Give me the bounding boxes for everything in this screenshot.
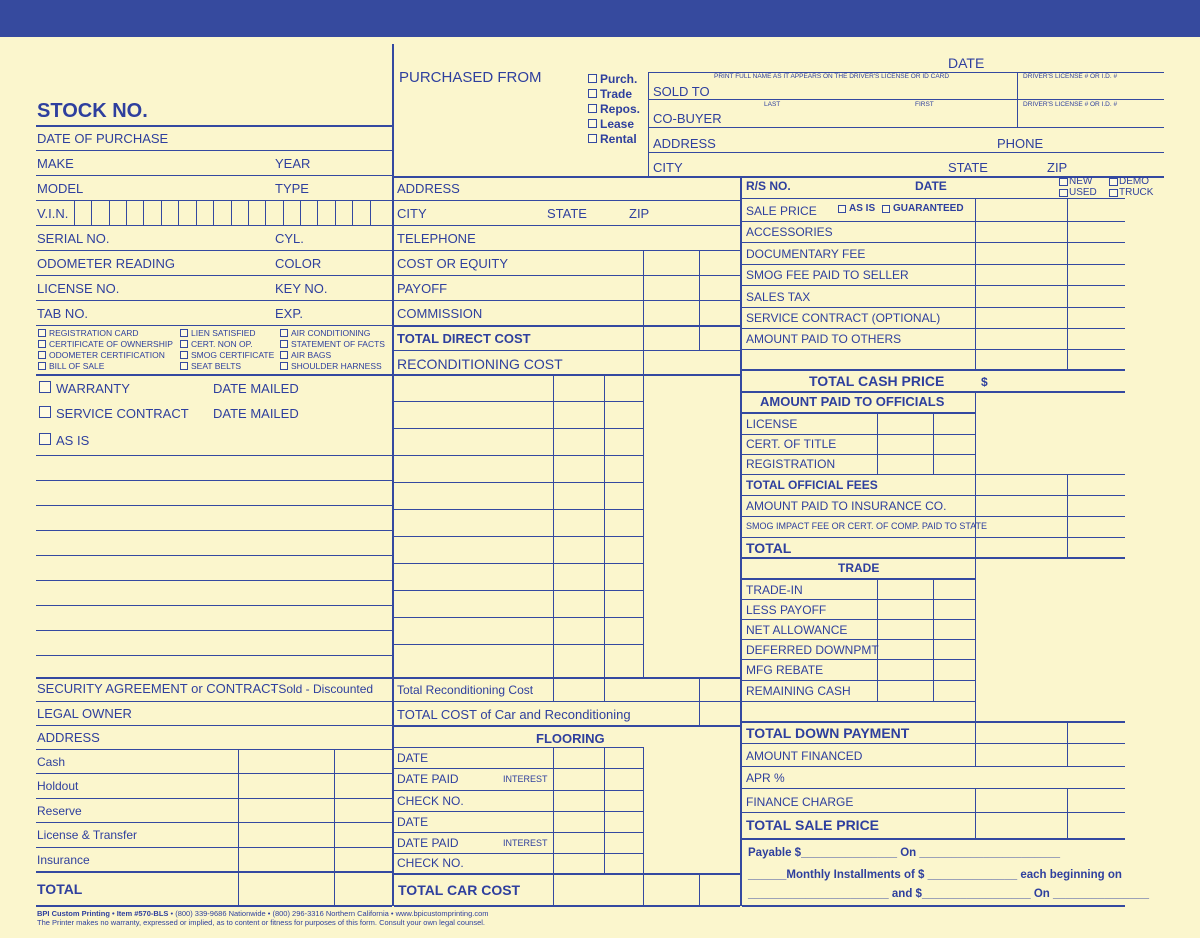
bill-of-sale-label: BILL OF SALE xyxy=(49,361,105,371)
cert-non-op-label: CERT. NON OP. xyxy=(191,339,253,349)
sale-as-is-label: AS IS xyxy=(849,203,876,214)
horizontal-rule xyxy=(36,505,392,506)
total-cash-price-label: TOTAL CASH PRICE xyxy=(809,373,945,389)
horizontal-rule xyxy=(36,725,392,726)
deferred-downpmt-label: DEFERRED DOWNPMT xyxy=(746,643,879,657)
amount-financed-label: AMOUNT FINANCED xyxy=(746,749,863,763)
key-no-label: KEY NO. xyxy=(275,281,328,296)
horizontal-rule xyxy=(36,175,392,176)
telephone-label: TELEPHONE xyxy=(397,231,476,246)
vertical-rule xyxy=(975,198,976,369)
make-label: MAKE xyxy=(37,156,74,171)
total-down-payment-label: TOTAL DOWN PAYMENT xyxy=(746,725,910,741)
guaranteed-checkbox[interactable] xyxy=(882,205,890,213)
cert-title-label: CERT. OF TITLE xyxy=(746,437,837,451)
vertical-rule xyxy=(604,374,605,677)
horizontal-rule xyxy=(394,250,740,251)
vertical-rule xyxy=(648,72,649,176)
vertical-rule xyxy=(126,200,127,225)
horizontal-rule xyxy=(394,725,740,727)
rs-no-label: R/S NO. xyxy=(746,179,791,193)
air-conditioning-label: AIR CONDITIONING xyxy=(291,328,371,338)
vertical-rule xyxy=(604,747,605,873)
left-total-label: TOTAL xyxy=(37,881,83,897)
horizontal-rule xyxy=(36,455,392,456)
color-label: COLOR xyxy=(275,256,322,271)
horizontal-rule xyxy=(742,619,975,620)
horizontal-rule xyxy=(36,822,392,823)
stock-no-label: STOCK NO. xyxy=(37,100,148,122)
vertical-rule xyxy=(553,677,554,701)
statement-facts-label: STATEMENT OF FACTS xyxy=(291,339,385,349)
horizontal-rule xyxy=(36,630,392,631)
horizontal-rule xyxy=(394,644,644,645)
horizontal-rule xyxy=(394,200,740,201)
last-name-note: LAST xyxy=(764,101,781,108)
seller-city-label: CITY xyxy=(397,206,427,221)
vertical-rule xyxy=(975,788,976,838)
less-payoff-label: LESS PAYOFF xyxy=(746,603,827,617)
date-of-purchase-label: DATE OF PURCHASE xyxy=(37,131,169,146)
flooring-date-paid-label-1: DATE PAID xyxy=(397,772,459,786)
repos-label: Repos. xyxy=(600,102,641,116)
sales-tax-label: SALES TAX xyxy=(746,290,811,304)
vertical-rule xyxy=(1067,198,1068,369)
vertical-rule xyxy=(699,677,700,725)
vertical-rule xyxy=(975,391,976,474)
truck-label: TRUCK xyxy=(1119,187,1154,198)
documentary-fee-label: DOCUMENTARY FEE xyxy=(746,247,866,261)
vertical-rule xyxy=(143,200,144,225)
smog-impact-fee-label: SMOG IMPACT FEE OR CERT. OF COMP. PAID TO STATE xyxy=(746,521,988,531)
buyer-date-label: DATE xyxy=(948,55,985,71)
horizontal-rule xyxy=(394,617,644,618)
license-transfer-label: License & Transfer xyxy=(37,828,138,842)
horizontal-rule xyxy=(36,580,392,581)
horizontal-rule xyxy=(36,773,392,774)
horizontal-rule xyxy=(394,811,644,812)
purch-label: Purch. xyxy=(600,72,638,86)
amount-paid-insurance-label: AMOUNT PAID TO INSURANCE CO. xyxy=(746,499,947,513)
model-label: MODEL xyxy=(37,181,84,196)
cert-non-op-checkbox[interactable] xyxy=(180,340,188,348)
registration-card-checkbox[interactable] xyxy=(38,329,46,337)
vertical-rule xyxy=(352,200,353,225)
horizontal-rule xyxy=(394,563,644,564)
smog-certificate-checkbox[interactable] xyxy=(180,351,188,359)
total-car-cost-label: TOTAL CAR COST xyxy=(398,882,521,898)
vertical-rule xyxy=(370,200,371,225)
rs-date-label: DATE xyxy=(915,179,947,193)
horizontal-rule xyxy=(742,454,975,455)
vertical-rule xyxy=(1067,474,1068,557)
flooring-check-no-label-2: CHECK NO. xyxy=(397,856,464,870)
horizontal-rule xyxy=(742,557,1125,559)
horizontal-rule xyxy=(36,701,392,702)
horizontal-rule xyxy=(36,480,392,481)
horizontal-rule xyxy=(648,152,1164,153)
remaining-cash-label: REMAINING CASH xyxy=(746,684,851,698)
horizontal-rule xyxy=(394,225,740,226)
horizontal-rule xyxy=(394,768,644,769)
vertical-rule xyxy=(975,721,976,766)
certificate-ownership-label: CERTIFICATE OF OWNERSHIP xyxy=(49,339,173,349)
date-mailed-label-2: DATE MAILED xyxy=(213,406,299,421)
registration-fee-label: REGISTRATION xyxy=(746,457,836,471)
vertical-rule xyxy=(213,200,214,225)
first-name-note: FIRST xyxy=(915,101,934,108)
total-direct-cost-label: TOTAL DIRECT COST xyxy=(397,331,531,346)
seller-state-label: STATE xyxy=(547,206,587,221)
vertical-rule xyxy=(335,200,336,225)
warranty-label: WARRANTY xyxy=(56,381,130,396)
demo-checkbox[interactable] xyxy=(1109,178,1118,186)
vertical-rule xyxy=(109,200,110,225)
air-conditioning-checkbox[interactable] xyxy=(280,329,288,337)
repos-checkbox[interactable] xyxy=(588,104,597,113)
net-allowance-label: NET ALLOWANCE xyxy=(746,623,848,637)
as-is-checkbox[interactable] xyxy=(39,433,51,445)
horizontal-rule xyxy=(36,555,392,556)
finance-charge-label: FINANCE CHARGE xyxy=(746,795,854,809)
footer-contact: • (800) 339-9686 Nationwide • (800) 296-3316 Northern California • www.bpicustomprinting.com xyxy=(168,909,489,918)
seat-belts-label: SEAT BELTS xyxy=(191,361,242,371)
horizontal-rule xyxy=(394,482,644,483)
statement-facts-checkbox[interactable] xyxy=(280,340,288,348)
trade-heading: TRADE xyxy=(838,561,880,575)
serial-no-label: SERIAL NO. xyxy=(37,231,110,246)
horizontal-rule xyxy=(36,325,392,326)
horizontal-rule xyxy=(36,275,392,276)
vin-label: V.I.N. xyxy=(37,206,69,221)
horizontal-rule xyxy=(742,701,975,702)
vertical-rule xyxy=(196,200,197,225)
co-buyer-label: CO-BUYER xyxy=(653,111,722,126)
vertical-rule xyxy=(231,200,232,225)
buyer-address-label: ADDRESS xyxy=(653,136,716,151)
sold-to-label: SOLD TO xyxy=(653,84,710,99)
odometer-certification-label: ODOMETER CERTIFICATION xyxy=(49,350,165,360)
horizontal-rule xyxy=(742,578,975,580)
buyer-zip-label: ZIP xyxy=(1047,160,1068,175)
horizontal-rule xyxy=(742,838,1125,840)
footer-line-1 xyxy=(37,910,489,918)
horizontal-rule xyxy=(394,790,644,791)
legal-owner-label: LEGAL OWNER xyxy=(37,706,132,721)
sale-price-label: SALE PRICE xyxy=(746,204,817,218)
lease-label: Lease xyxy=(600,117,635,131)
lease-checkbox[interactable] xyxy=(588,119,597,128)
horizontal-rule xyxy=(742,412,975,414)
vertical-rule xyxy=(248,200,249,225)
vertical-rule xyxy=(975,557,976,721)
horizontal-rule xyxy=(394,853,644,854)
amount-paid-others-label: AMOUNT PAID TO OTHERS xyxy=(746,332,902,346)
tab-no-label: TAB NO. xyxy=(37,306,89,321)
horizontal-rule xyxy=(36,847,392,848)
total-cash-price-dollar: $ xyxy=(981,375,988,389)
and-line: ______________________ and $_________________ On _______________ xyxy=(748,888,1149,900)
odometer-label: ODOMETER READING xyxy=(37,256,175,271)
date-mailed-label-1: DATE MAILED xyxy=(213,381,299,396)
horizontal-rule xyxy=(36,605,392,606)
horizontal-rule xyxy=(742,680,975,681)
horizontal-rule xyxy=(648,127,1164,128)
truck-checkbox[interactable] xyxy=(1109,189,1118,197)
horizontal-rule xyxy=(394,509,644,510)
horizontal-rule xyxy=(394,176,1164,178)
trade-in-label: TRADE-IN xyxy=(746,583,803,597)
vertical-rule xyxy=(699,250,700,350)
horizontal-rule xyxy=(394,428,644,429)
total-cost-car-label: TOTAL COST of Car and Reconditioning xyxy=(397,707,631,722)
accessories-label: ACCESSORIES xyxy=(746,225,833,239)
horizontal-rule xyxy=(36,677,392,679)
seat-belts-checkbox[interactable] xyxy=(180,362,188,370)
flooring-date-label-2: DATE xyxy=(397,815,429,829)
drivers-license-note-2: DRIVER'S LICENSE # OR I.D. # xyxy=(1023,101,1118,108)
exp-label: EXP. xyxy=(275,306,303,321)
footer-company: BPI Custom Printing • Item #570-BLS xyxy=(37,909,169,918)
registration-card-label: REGISTRATION CARD xyxy=(49,328,139,338)
right-total-label: TOTAL xyxy=(746,540,792,556)
reserve-label: Reserve xyxy=(37,804,82,818)
purch-checkbox[interactable] xyxy=(588,74,597,83)
vertical-rule xyxy=(300,200,301,225)
vertical-rule xyxy=(1067,788,1068,838)
horizontal-rule xyxy=(36,300,392,301)
holdout-label: Holdout xyxy=(37,779,79,793)
vertical-rule xyxy=(975,474,976,557)
flooring-interest-label-1: INTEREST xyxy=(503,774,548,784)
air-bags-checkbox[interactable] xyxy=(280,351,288,359)
drivers-license-note-1: DRIVER'S LICENSE # OR I.D. # xyxy=(1023,73,1118,80)
horizontal-rule xyxy=(394,832,644,833)
payoff-label: PAYOFF xyxy=(397,281,448,296)
vertical-rule xyxy=(877,578,878,701)
horizontal-rule xyxy=(742,639,975,640)
apr-label: APR % xyxy=(746,771,785,785)
vertical-rule xyxy=(643,747,644,905)
smog-certificate-label: SMOG CERTIFICATE xyxy=(191,350,275,360)
horizontal-rule xyxy=(394,275,740,276)
demo-label: DEMO xyxy=(1119,176,1149,187)
payable-line: Payable $_______________ On ______________________ xyxy=(748,847,1061,859)
horizontal-rule xyxy=(742,659,975,660)
vertical-rule xyxy=(283,200,284,225)
flooring-check-no-label-1: CHECK NO. xyxy=(397,794,464,808)
horizontal-rule xyxy=(36,200,392,201)
print-full-name-note: PRINT FULL NAME AS IT APPEARS ON THE DRIVER'S LICENSE OR ID CARD xyxy=(714,73,950,80)
seller-address-label: ADDRESS xyxy=(397,181,460,196)
warranty-checkbox[interactable] xyxy=(39,381,51,393)
horizontal-rule xyxy=(394,455,644,456)
vertical-rule xyxy=(699,873,700,905)
horizontal-rule xyxy=(394,374,740,376)
horizontal-rule xyxy=(36,125,392,127)
flooring-interest-label-2: INTEREST xyxy=(503,838,548,848)
license-fee-label: LICENSE xyxy=(746,417,798,431)
vertical-rule xyxy=(877,412,878,474)
horizontal-rule xyxy=(36,798,392,799)
shoulder-harness-checkbox[interactable] xyxy=(280,362,288,370)
horizontal-rule xyxy=(394,325,740,327)
service-contract-optional-label: SERVICE CONTRACT (OPTIONAL) xyxy=(746,311,941,325)
horizontal-rule xyxy=(36,871,392,873)
vertical-rule xyxy=(643,250,644,677)
horizontal-rule xyxy=(394,300,740,301)
monthly-installments-line: ______Monthly Installments of $ ______________ each beginning on xyxy=(748,869,1122,881)
horizontal-rule xyxy=(394,350,740,351)
used-label: USED xyxy=(1069,187,1097,198)
flooring-date-paid-label-2: DATE PAID xyxy=(397,836,459,850)
rental-label: Rental xyxy=(600,132,637,146)
license-no-label: LICENSE NO. xyxy=(37,281,120,296)
horizontal-rule xyxy=(394,747,644,748)
year-label: YEAR xyxy=(275,156,311,171)
horizontal-rule xyxy=(394,701,740,702)
commission-label: COMMISSION xyxy=(397,306,483,321)
vertical-rule xyxy=(317,200,318,225)
footer-disclaimer: The Printer makes no warranty, expressed or implied, as to content or fitness for purposes of this form. Consult your own legal counsel. xyxy=(37,918,485,927)
used-checkbox[interactable] xyxy=(1059,189,1068,197)
total-official-fees-label: TOTAL OFFICIAL FEES xyxy=(746,478,878,492)
shoulder-harness-label: SHOULDER HARNESS xyxy=(291,361,382,371)
horizontal-rule xyxy=(36,749,392,750)
horizontal-rule xyxy=(394,590,644,591)
trade-label: Trade xyxy=(600,87,633,101)
purchased-from-label: PURCHASED FROM xyxy=(399,69,542,86)
cost-or-equity-label: COST OR EQUITY xyxy=(397,256,508,271)
horizontal-rule xyxy=(394,905,740,907)
reconditioning-cost-label: RECONDITIONING COST xyxy=(397,356,563,372)
mfg-rebate-label: MFG REBATE xyxy=(746,663,824,677)
horizontal-rule xyxy=(742,434,975,435)
horizontal-rule xyxy=(36,655,392,656)
rental-checkbox[interactable] xyxy=(588,134,597,143)
vertical-rule xyxy=(238,749,239,905)
horizontal-rule xyxy=(394,401,644,402)
total-sale-price-label: TOTAL SALE PRICE xyxy=(746,817,880,833)
flooring-date-label-1: DATE xyxy=(397,751,429,765)
buyer-city-label: CITY xyxy=(653,160,683,175)
security-agreement-label: SECURITY AGREEMENT or CONTRACT xyxy=(37,681,279,696)
as-is-label: AS IS xyxy=(56,433,90,448)
air-bags-label: AIR BAGS xyxy=(291,350,332,360)
vertical-rule xyxy=(334,749,335,905)
total-reconditioning-cost-label: Total Reconditioning Cost xyxy=(397,683,534,697)
vertical-rule xyxy=(265,200,266,225)
vertical-rule xyxy=(74,200,75,225)
odometer-certification-checkbox[interactable] xyxy=(38,351,46,359)
amount-paid-officials-label: AMOUNT PAID TO OFFICIALS xyxy=(760,394,945,409)
top-band xyxy=(0,0,1200,37)
seller-zip-label: ZIP xyxy=(629,206,650,221)
horizontal-rule xyxy=(742,391,1125,393)
horizontal-rule xyxy=(742,766,1125,767)
horizontal-rule xyxy=(742,905,1125,907)
horizontal-rule xyxy=(36,150,392,151)
new-label: NEW xyxy=(1069,176,1093,187)
new-checkbox[interactable] xyxy=(1059,178,1068,186)
lien-satisfied-checkbox[interactable] xyxy=(180,329,188,337)
sale-as-is-checkbox[interactable] xyxy=(838,205,846,213)
horizontal-rule xyxy=(394,873,740,875)
smog-fee-label: SMOG FEE PAID TO SELLER xyxy=(746,268,909,282)
vertical-rule xyxy=(933,412,934,474)
horizontal-rule xyxy=(648,99,1164,100)
guaranteed-label: GUARANTEED xyxy=(893,203,964,214)
vertical-rule xyxy=(604,677,605,701)
vertical-rule xyxy=(1067,721,1068,766)
service-contract-checkbox[interactable] xyxy=(39,406,51,418)
service-contract-label: SERVICE CONTRACT xyxy=(56,406,189,421)
flooring-label: FLOORING xyxy=(536,731,605,746)
vertical-rule xyxy=(392,44,394,906)
owner-address-label: ADDRESS xyxy=(37,730,100,745)
certificate-ownership-checkbox[interactable] xyxy=(38,340,46,348)
bill-of-sale-checkbox[interactable] xyxy=(38,362,46,370)
buyer-state-label: STATE xyxy=(948,160,988,175)
horizontal-rule xyxy=(394,677,740,679)
sold-discounted-label: - Sold - Discounted xyxy=(271,682,374,696)
vertical-rule xyxy=(553,374,554,677)
buyer-phone-label: PHONE xyxy=(997,136,1044,151)
horizontal-rule xyxy=(742,369,1125,371)
horizontal-rule xyxy=(36,530,392,531)
insurance-label: Insurance xyxy=(37,853,90,867)
vertical-rule xyxy=(161,200,162,225)
horizontal-rule xyxy=(36,225,392,226)
vertical-rule xyxy=(91,200,92,225)
lien-satisfied-label: LIEN SATISFIED xyxy=(191,328,256,338)
vertical-rule xyxy=(933,578,934,701)
horizontal-rule xyxy=(36,374,392,376)
horizontal-rule xyxy=(394,536,644,537)
trade-checkbox[interactable] xyxy=(588,89,597,98)
type-label: TYPE xyxy=(275,181,309,196)
horizontal-rule xyxy=(36,250,392,251)
vertical-rule xyxy=(553,747,554,905)
cyl-label: CYL. xyxy=(275,231,304,246)
vertical-rule xyxy=(178,200,179,225)
horizontal-rule xyxy=(742,599,975,600)
cash-label: Cash xyxy=(37,755,66,769)
horizontal-rule xyxy=(36,905,392,907)
